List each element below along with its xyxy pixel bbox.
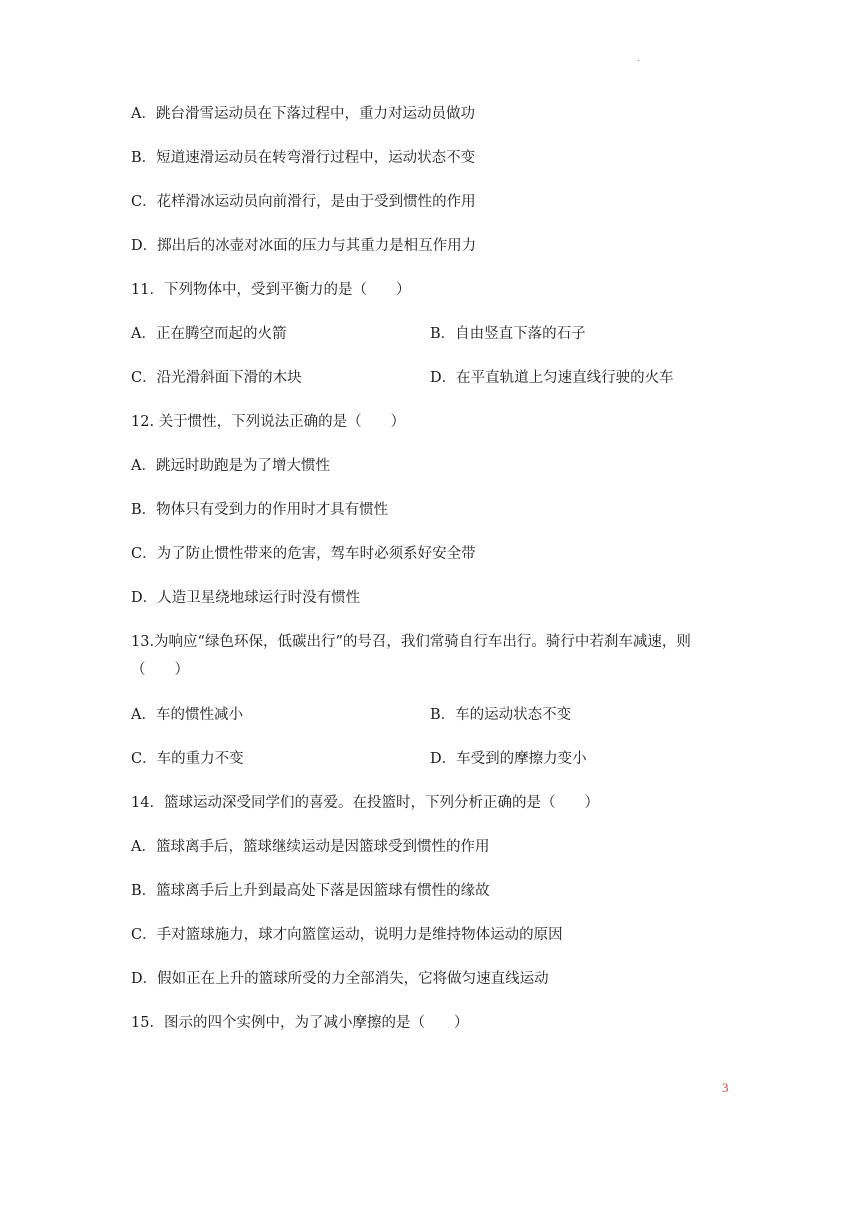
q13-option-b: B．车的运动状态不变: [430, 707, 572, 723]
q14-option-d: D．假如正在上升的篮球所受的力全部消失，它将做匀速直线运动: [131, 971, 549, 987]
q14-stem: 14．篮球运动深受同学们的喜爱。在投篮时，下列分析正确的是（ ）: [131, 795, 599, 811]
q10-option-a: A．跳台滑雪运动员在下落过程中，重力对运动员做功: [131, 106, 475, 122]
q12-option-b: B．物体只有受到力的作用时才具有惯性: [131, 502, 389, 518]
q14-option-a: A．篮球离手后，篮球继续运动是因篮球受到惯性的作用: [131, 839, 490, 855]
page-number: 3: [722, 1080, 729, 1095]
q13-option-d: D．车受到的摩擦力变小: [430, 751, 587, 767]
q13-stem-continued: （ ）: [131, 662, 189, 678]
q10-option-d: D．掷出后的冰壶对冰面的压力与其重力是相互作用力: [131, 238, 477, 254]
q11-option-a: A．正在腾空而起的火箭: [131, 326, 287, 342]
q13-option-a: A．车的惯性减小: [131, 707, 243, 723]
header-dot: .: [637, 54, 640, 63]
q12-option-a: A．跳远时助跑是为了增大惯性: [131, 458, 330, 474]
q14-option-b: B．篮球离手后上升到最高处下落是因篮球有惯性的缘故: [131, 883, 490, 899]
q10-option-c: C．花样滑冰运动员向前滑行，是由于受到惯性的作用: [131, 194, 476, 210]
q12-option-c: C．为了防止惯性带来的危害，驾车时必须系好安全带: [131, 546, 476, 562]
q11-option-c: C．沿光滑斜面下滑的木块: [131, 370, 302, 386]
q11-option-d: D．在平直轨道上匀速直线行驶的火车: [430, 370, 674, 386]
q11-option-b: B．自由竖直下落的石子: [430, 326, 586, 342]
q12-stem: 12. 关于惯性，下列说法正确的是（ ）: [131, 414, 406, 430]
q13-stem: 13.为响应“绿色环保，低碳出行”的号召，我们常骑自行车出行。骑行中若刹车减速，则: [131, 634, 691, 650]
q14-option-c: C．手对篮球施力，球才向篮筐运动，说明力是维持物体运动的原因: [131, 927, 563, 943]
q15-stem: 15．图示的四个实例中，为了减小摩擦的是（ ）: [131, 1015, 469, 1031]
q13-option-c: C．车的重力不变: [131, 751, 244, 767]
q12-option-d: D．人造卫星绕地球运行时没有惯性: [131, 590, 361, 606]
q10-option-b: B．短道速滑运动员在转弯滑行过程中，运动状态不变: [131, 150, 476, 166]
q11-stem: 11．下列物体中，受到平衡力的是（ ）: [131, 282, 411, 298]
